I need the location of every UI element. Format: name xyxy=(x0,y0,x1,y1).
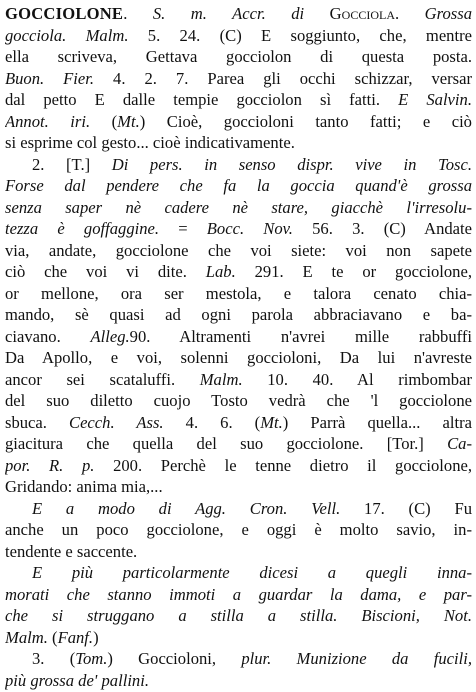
text-segment: 17. (C) Fu xyxy=(340,498,472,518)
italic-text: Malm. xyxy=(199,369,243,389)
italic-text: Ca- xyxy=(447,434,472,453)
text-segment: si esprime col gesto... cioè indicativamente. xyxy=(5,133,295,152)
text-line xyxy=(32,561,472,584)
text-segment: = xyxy=(159,219,207,238)
italic-text: Buon. Fier. xyxy=(5,68,95,88)
text-segment: . xyxy=(123,4,153,23)
text-line xyxy=(5,325,472,348)
text-line xyxy=(5,88,472,111)
text-line xyxy=(5,110,472,133)
text-segment: 56. 3. (C) Andate xyxy=(292,219,472,238)
text-line xyxy=(5,239,472,262)
text-segment: giacitura che quella del suo gocciolone. [Tor.] xyxy=(5,434,448,453)
italic-text: Annot. iri. xyxy=(5,111,91,131)
text-segment: 291. E te or gocciolone, xyxy=(235,262,472,281)
text-segment: 90. Altramenti n'avrei mille rabbuffi xyxy=(129,326,472,346)
text-line xyxy=(5,626,472,649)
text-line xyxy=(5,389,472,412)
text-segment: or mellone, ora ser mestola, e talora cenato chia- xyxy=(5,283,472,303)
italic-text: E più particolarmente dicesi a quegli inna- xyxy=(32,563,472,582)
text-line xyxy=(32,497,472,520)
italic-text: E a modo di Agg. Cron. Vell. xyxy=(32,498,341,518)
text-segment: ( xyxy=(90,111,118,131)
italic-text: Mt. xyxy=(260,412,283,432)
text-segment: ) Gocciolonі, xyxy=(107,649,242,668)
text-line xyxy=(5,2,472,25)
text-line xyxy=(5,282,472,305)
text-segment: 5. 24. (C) E soggiunto, che, mentre xyxy=(128,25,472,45)
italic-text: Mt. xyxy=(117,111,140,131)
text-line xyxy=(5,45,472,68)
text-segment: ) Parrà quella... altra xyxy=(282,412,472,432)
text-segment: ciò che voi vi dite. xyxy=(5,262,206,281)
italic-text: senza saper nè cadere nè stare, giacchè l'irresolu- xyxy=(5,197,472,217)
text-segment: 2. [T.] xyxy=(32,154,112,174)
text-line xyxy=(32,153,472,176)
text-segment: via, andate, gocciolone che voi siete: voi non sapete xyxy=(5,240,472,260)
italic-text: Fanf. xyxy=(57,627,94,647)
text-segment: ella scriveva, Gettava gocciolon di questa posta. xyxy=(5,47,472,66)
italic-text: più grossa de' pallini. xyxy=(5,670,149,690)
text-segment: 200. Perchè le tenne dietro il gocciolone, xyxy=(94,455,472,475)
text-segment: 4. 6. ( xyxy=(163,412,261,432)
text-segment: Gridando: anima mia,... xyxy=(5,477,163,496)
text-line xyxy=(5,24,472,47)
italic-text: Lab. xyxy=(205,262,236,281)
italic-text: morati che stanno immoti a guardar la dama, e par- xyxy=(5,584,472,604)
text-line xyxy=(5,432,472,455)
text-line xyxy=(5,131,472,154)
text-segment: 10. 40. Al rimbombar xyxy=(242,369,472,389)
text-segment: mando, sè quasi ad ogni parola abbraciavano e ba- xyxy=(5,305,472,324)
text-segment: ( xyxy=(47,627,58,647)
text-segment: dal petto E dalle tempie gocciolon sì fatti. xyxy=(5,90,399,109)
text-line xyxy=(5,217,472,240)
text-line xyxy=(5,346,472,369)
italic-text: por. R. p. xyxy=(5,455,95,475)
text-line xyxy=(5,303,472,326)
text-segment: 3. ( xyxy=(32,649,76,668)
text-segment: ciavano. xyxy=(5,326,91,346)
italic-text: gocciola. Malm. xyxy=(5,25,129,45)
text-segment: Da Apollo, e voi, solenni gocciolonі, Da lui n'avreste xyxy=(5,348,472,367)
text-line xyxy=(5,540,472,563)
text-line xyxy=(5,518,472,541)
italic-text: Cecch. Ass. xyxy=(69,412,164,432)
italic-text: Alleg. xyxy=(90,326,130,346)
text-line xyxy=(5,583,472,606)
text-segment: sbuca. xyxy=(5,412,69,432)
text-line xyxy=(5,454,472,477)
text-segment: del suo diletto cuojo Tosto vedrà che 'l gocciolone xyxy=(5,391,472,410)
italic-text: Tom. xyxy=(75,649,108,668)
headword: GOCCIOLONE xyxy=(5,4,124,23)
text-line xyxy=(5,604,472,627)
text-line xyxy=(5,475,472,498)
text-segment: ) Cioè, gocciolonі tanto fatti; e ciò xyxy=(139,111,472,131)
italic-text: Grossa xyxy=(424,4,472,23)
text-line xyxy=(5,196,472,219)
text-line xyxy=(5,368,472,391)
italic-text: Forse dal pendere che fa la goccia quand'è grossa xyxy=(5,176,472,195)
text-line xyxy=(5,669,472,692)
italic-text: Di pers. in senso dispr. vive in Tosc. xyxy=(111,154,472,174)
text-segment: ancor sei scataluffi. xyxy=(5,369,200,389)
text-segment: tendente e saccente. xyxy=(5,541,138,561)
text-line xyxy=(5,67,472,90)
text-line xyxy=(5,174,472,197)
text-segment: Gocciola xyxy=(329,4,395,23)
italic-text: plur. Munizione da fucili, xyxy=(241,649,472,668)
text-segment: anche un poco gocciolone, e oggi è molto savio, in- xyxy=(5,520,472,539)
italic-text: E Salvin. xyxy=(398,90,472,109)
italic-text: che si struggano a stilla a stilla. Biscioni, Not. xyxy=(5,606,472,625)
italic-text: Malm. xyxy=(5,627,48,647)
text-line xyxy=(5,411,472,434)
text-line xyxy=(5,260,472,283)
text-segment: ) xyxy=(93,627,99,647)
italic-text: S. m. Accr. di xyxy=(152,4,330,23)
italic-text: tezza è goffaggine. xyxy=(5,219,160,238)
text-line xyxy=(32,647,472,670)
text-segment: . xyxy=(395,4,425,23)
italic-text: Bocc. Nov. xyxy=(206,219,293,238)
text-segment: 4. 2. 7. Parea gli occhi schizzar, versar xyxy=(94,68,472,88)
